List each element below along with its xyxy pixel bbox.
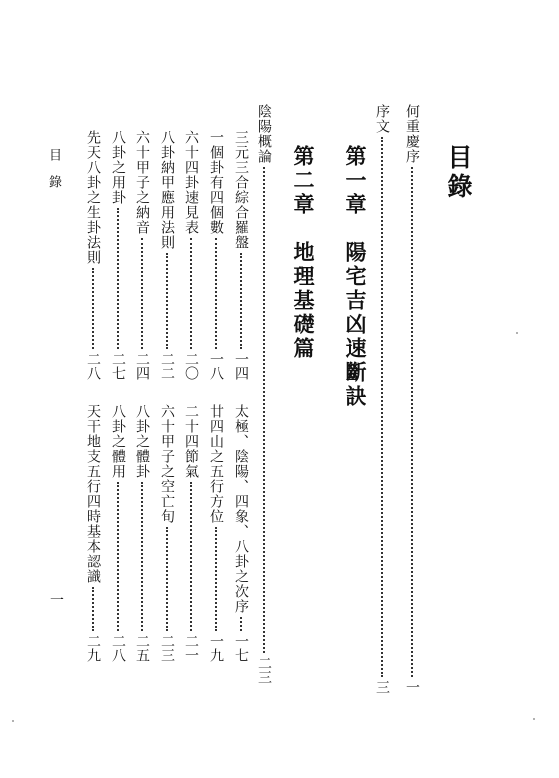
toc-entry-label: 八卦納甲應用法則 <box>159 130 175 250</box>
leader-dots <box>263 167 265 653</box>
chapter-1-heading: 第一章 陽宅吉凶速斷訣 <box>343 145 368 409</box>
leader-dots <box>92 587 94 631</box>
toc-entry-page: 一九 <box>208 634 224 662</box>
toc-entry-2 <box>231 404 251 662</box>
leader-dots <box>381 137 383 677</box>
toc-entry-page: 二三 <box>256 656 272 684</box>
toc-entry-10 <box>132 404 152 662</box>
toc-entry-page: 一七 <box>233 634 249 662</box>
toc-entry-6 <box>181 404 201 662</box>
leader-dots <box>117 208 119 349</box>
leader-dots <box>240 617 242 631</box>
toc-entry-preface-1 <box>402 104 422 694</box>
toc-entry-4 <box>206 404 226 662</box>
leader-dots <box>141 482 143 631</box>
toc-entry-page: 二二 <box>159 352 175 380</box>
toc-entry-page: 二〇 <box>183 352 199 380</box>
toc-entry-1 <box>231 130 251 380</box>
toc-entry-label: 六十甲子之納音 <box>134 130 150 235</box>
scan-speck <box>516 332 518 334</box>
running-header: 目錄 <box>46 148 61 202</box>
toc-entry-label: 六十四卦速見表 <box>183 130 199 235</box>
scan-speck <box>533 718 535 720</box>
toc-entry-12 <box>108 404 128 662</box>
toc-entry-page: 一八 <box>208 352 224 380</box>
toc-entry-8 <box>157 404 177 662</box>
toc-entry-label: 先天八卦之生卦法則 <box>85 130 101 265</box>
toc-entry-13 <box>83 130 103 380</box>
toc-entry-page: 二四 <box>134 352 150 380</box>
toc-entry-label: 六十甲子之空亡旬 <box>159 404 175 524</box>
toc-entry-label: 何重慶序 <box>404 104 420 164</box>
toc-entry-7 <box>157 130 177 380</box>
chapter-2-heading: 第二章 地理基礎篇 <box>291 145 316 361</box>
leader-dots <box>166 253 168 349</box>
scan-speck <box>12 720 14 722</box>
toc-entry-page: 二七 <box>110 352 126 380</box>
toc-entry-page: 一四 <box>233 352 249 380</box>
toc-entry-14 <box>83 404 103 662</box>
toc-entry-9 <box>132 130 152 380</box>
toc-entry-preface-2 <box>372 104 392 694</box>
toc-entry-5 <box>181 130 201 380</box>
toc-entry-0 <box>254 104 274 684</box>
toc-entry-page: 二九 <box>85 634 101 662</box>
leader-dots <box>190 238 192 349</box>
toc-entry-page: 三 <box>374 680 390 694</box>
leader-dots <box>166 527 168 631</box>
toc-entry-page: 二五 <box>134 634 150 662</box>
page-title: 目錄 <box>444 144 473 202</box>
toc-entry-label: 一個卦有四個數 <box>208 130 224 235</box>
leader-dots <box>240 253 242 349</box>
toc-entry-label: 廿四山之五行方位 <box>208 404 224 524</box>
toc-entry-page: 二三 <box>159 634 175 662</box>
toc-entry-label: 天干地支五行四時基本認識 <box>85 404 101 584</box>
toc-entry-3 <box>206 130 226 380</box>
leader-dots <box>190 482 192 631</box>
toc-entry-label: 八卦之體用 <box>110 404 126 479</box>
leader-dots <box>215 238 217 349</box>
page-number: 一 <box>50 593 64 609</box>
leader-dots <box>92 268 94 349</box>
leader-dots <box>215 527 217 631</box>
toc-entry-label: 陰陽概論 <box>256 104 272 164</box>
toc-entry-label: 八卦之體卦 <box>134 404 150 479</box>
toc-entry-label: 八卦之用卦 <box>110 130 126 205</box>
toc-entry-label: 二十四節氣 <box>183 404 199 479</box>
toc-entry-label: 太極、陰陽、四象、八卦之次序 <box>233 404 249 614</box>
toc-entry-label: 三元三合綜合羅盤 <box>233 130 249 250</box>
toc-entry-page: 一 <box>404 680 420 694</box>
toc-entry-label: 序文 <box>374 104 390 134</box>
leader-dots <box>141 238 143 349</box>
toc-entry-page: 二一 <box>183 634 199 662</box>
toc-entry-11 <box>108 130 128 380</box>
toc-entry-page: 二八 <box>85 352 101 380</box>
leader-dots <box>411 167 413 677</box>
toc-entry-page: 二八 <box>110 634 126 662</box>
leader-dots <box>117 482 119 631</box>
